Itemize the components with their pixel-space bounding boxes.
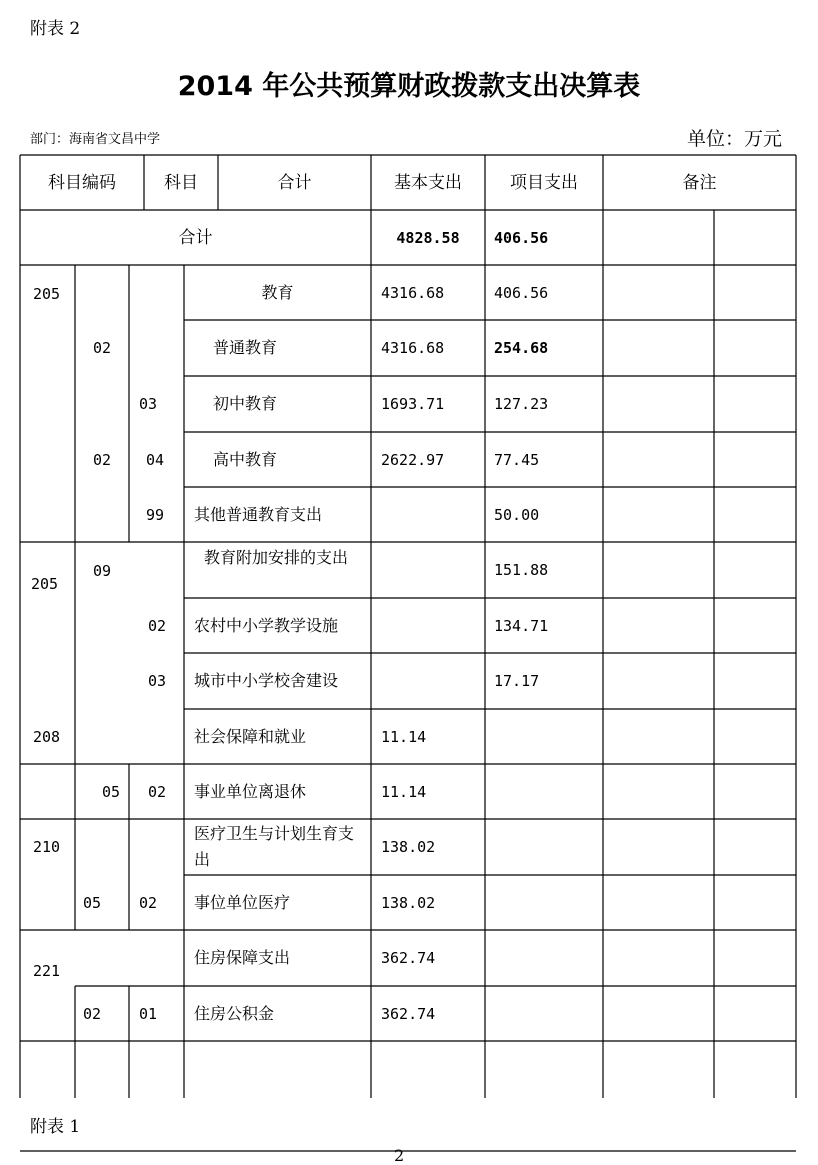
row-basic: 1693.71 [381,395,445,413]
row-code1: 210 [33,838,61,856]
row-subject: 教育 [261,282,294,302]
row-subject: 住房保障支出 [194,948,291,967]
row-basic: 4316.68 [381,339,445,357]
row-code2: 02 [93,450,112,469]
attachment-label-bottom: 附表 1 [30,1117,81,1137]
row-code3: 01 [139,1004,158,1023]
header-subject: 科目 [164,172,198,193]
row-subject: 社会保障和就业 [194,726,307,746]
row-subject: 普通教育 [213,338,278,357]
row-basic: 362.74 [381,949,436,967]
page-title: 2014 年公共预算财政拨款支出决算表 [177,71,641,102]
row-subject: 教育附加安排的支出 [204,548,349,567]
row-project: 50.00 [494,505,540,524]
row-project: 127.23 [494,395,549,413]
row-basic: 138.02 [381,838,436,856]
row-code1: 208 [33,727,61,746]
row-code3: 03 [139,395,158,413]
total-label: 合计 [178,227,213,248]
row-code1: 205 [31,575,59,593]
page-number: 2 [394,1146,405,1165]
row-code3: 02 [148,782,167,801]
row-code2: 02 [83,1004,102,1023]
row-code3: 03 [148,672,167,690]
row-code2: 09 [93,562,112,580]
row-project: 134.71 [494,616,549,635]
row-project: 17.17 [494,672,540,690]
row-subject: 其他普通教育支出 [194,504,323,524]
row-subject: 事位单位医疗 [194,892,291,912]
row-subject: 高中教育 [213,449,278,469]
total-basic: 4828.58 [396,228,460,247]
row-basic: 4316.68 [381,283,445,302]
row-basic: 2622.97 [381,450,445,469]
row-subject: 初中教育 [213,394,278,413]
header-project: 项目支出 [510,172,578,193]
row-subject: 农村中小学教学设施 [194,615,339,635]
header-basic: 基本支出 [394,172,462,193]
row-project: 254.68 [494,339,549,357]
header-code: 科目编码 [48,172,116,193]
row-code2: 05 [102,782,121,801]
row-basic: 138.02 [381,893,436,912]
row-subject: 事业单位离退休 [194,781,307,801]
total-project: 406.56 [494,228,549,247]
row-basic: 362.74 [381,1004,436,1023]
department-label: 部门：海南省文昌中学 [30,132,161,147]
row-project: 406.56 [494,283,549,302]
row-basic: 11.14 [381,782,427,801]
attachment-label-top: 附表 2 [30,19,81,39]
row-project: 151.88 [494,561,549,579]
row-code3: 02 [139,893,158,912]
row-code3: 99 [146,505,165,524]
row-subject: 城市中小学校舍建设 [194,671,339,690]
unit-label: 单位：万元 [687,128,783,150]
row-code1: 221 [33,962,61,980]
row-project: 77.45 [494,450,540,469]
row-code3: 04 [146,450,165,469]
row-subject: 医疗卫生与计划生育支出 [194,824,355,869]
row-code3: 02 [148,616,167,635]
row-basic: 11.14 [381,727,427,746]
header-remarks: 备注 [682,172,717,193]
row-code2: 02 [93,339,112,357]
row-code2: 05 [83,893,102,912]
header-total: 合计 [277,172,312,193]
row-subject: 住房公积金 [194,1003,275,1023]
row-code1: 205 [33,285,61,303]
